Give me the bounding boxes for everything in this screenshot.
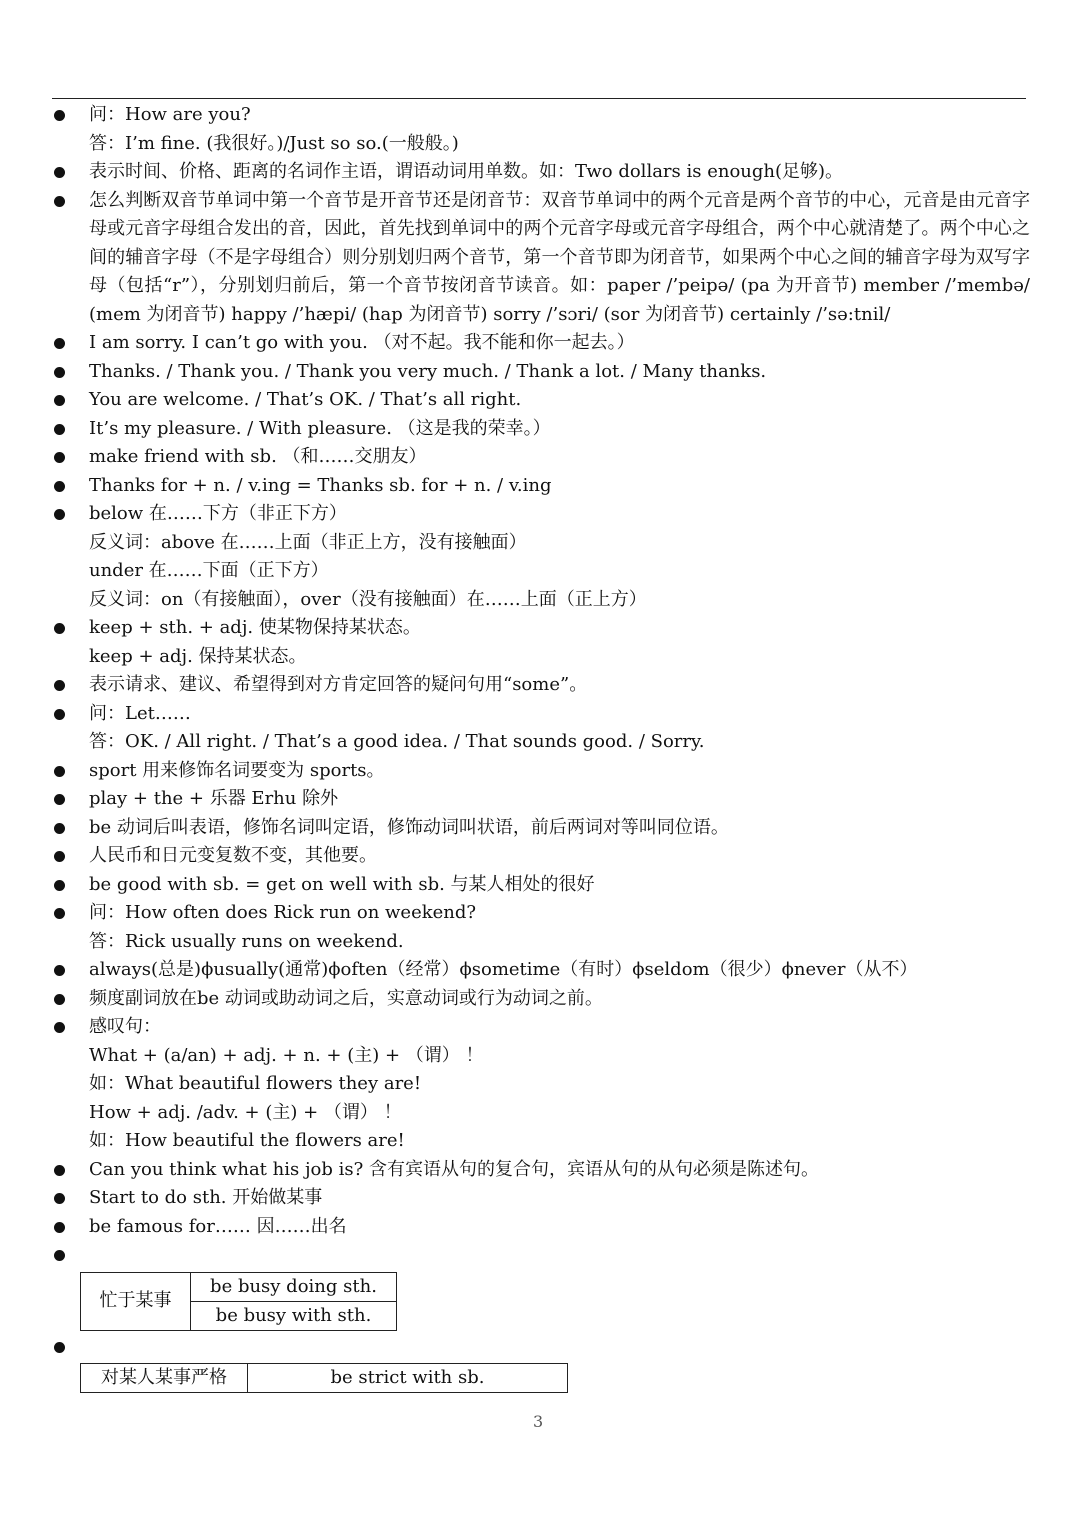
list-item (52, 415, 1030, 444)
list-item (52, 814, 1030, 843)
list-item-table1 (52, 1241, 1030, 1331)
strict-table-value: be strict with sb. (248, 1364, 568, 1393)
list-item (52, 329, 1030, 358)
list-item (52, 757, 1030, 786)
list-item-table2 (52, 1333, 1030, 1394)
list-item-text: 表示请求、建议、希望得到对方肯定回答的疑问句用“some”。 (89, 674, 588, 695)
list-item-subline: 反义词：on（有接触面），over（没有接触面）在……上面（正上方） (89, 588, 647, 610)
list-item (52, 101, 1030, 158)
list-item (52, 500, 1030, 614)
list-item (52, 899, 1030, 956)
list-item-text: be good with sb. = get on well with sb. 与某人相处的很好 (89, 873, 595, 895)
list-item (52, 785, 1030, 814)
list-item (52, 1184, 1030, 1213)
list-item (52, 386, 1030, 415)
list-item (52, 472, 1030, 501)
list-item-subline: under 在……下面（正下方） (89, 560, 329, 581)
busy-table (80, 1272, 397, 1331)
list-item-text: Start to do sth. 开始做某事 (89, 1187, 323, 1208)
list-item-text: 怎么判断双音节单词中第一个音节是开音节还是闭音节：双音节单词中的两个元音是两个音节的中心，元音是由元音字母或元音字母组合发出的音，因此，首先找到单词中的两个元音字母或元音字母组合，两个中心就清楚了。两个中心之间的辅音字母（不是字母组合）则分别划归两个音节，第一个音节即为闭音节，如果两个中心之间的辅音字母为双写字母（包括“r”），分别划归前后，第一个音节按闭音节读音。如：paper /’peipə/ (pa 为开音节) member /’membə/ (mem 为闭音节) happy /’hæpi/ (hap 为闭音节) sorry /’sɔri/ (sor 为闭音节) certainly /’sə:tnil/ (89, 189, 1030, 325)
list-item-subline: 答：Rick usually runs on weekend. (89, 930, 404, 952)
list-item-text: play + the + 乐器 Erhu 除外 (89, 788, 339, 809)
list-item-subline: What + (a/an) + adj. + n. + (主) + （谓） ！ (89, 1044, 484, 1066)
list-item-text: make friend with sb. （和……交朋友） (89, 446, 427, 467)
list-item-text: 问：How are you? (89, 104, 251, 125)
list-item-text: Can you think what his job is? 含有宾语从句的复合句，宾语从句的从句必须是陈述句。 (89, 1158, 819, 1180)
list-item-text: It’s my pleasure. / With pleasure. （这是我的荣幸。） (89, 417, 551, 439)
list-item-subline: 答：OK. / All right. / That’s a good idea. / That sounds good. / Sorry. (89, 731, 705, 752)
list-item-text: sport 用来修饰名词要变为 sports。 (89, 759, 385, 781)
list-item-subline: keep + adj. 保持某状态。 (89, 645, 307, 667)
list-item-text: 频度副词放在be 动词或助动词之后，实意动词或行为动词之前。 (89, 987, 603, 1009)
list-item (52, 985, 1030, 1014)
page-number: 3 (533, 1412, 544, 1431)
list-item-subline: 反义词：above 在……上面（非正上方，没有接触面） (89, 531, 527, 553)
list-item-text: always(总是)ϕusually(通常)ϕoften（经常）ϕsometime（有时）ϕseldom（很少）ϕnever（从不） (89, 959, 918, 980)
strict-table (80, 1363, 568, 1393)
list-item-subline: 如：How beautiful the flowers are! (89, 1130, 405, 1151)
list-item-text: Thanks. / Thank you. / Thank you very much. / Thank a lot. / Many thanks. (89, 360, 767, 382)
strict-table-head: 对某人某事严格 (81, 1364, 248, 1393)
list-item-text: 人民币和日元变复数不变，其他要。 (89, 845, 377, 866)
list-item-text: be famous for…… 因……出名 (89, 1215, 347, 1237)
busy-table-head: 忙于某事 (81, 1272, 191, 1330)
list-item (52, 187, 1030, 330)
list-item-text: Thanks for + n. / v.ing = Thanks sb. for + n. / v.ing (89, 474, 552, 496)
list-item (52, 956, 1030, 985)
busy-table-row-2: be busy with sth. (191, 1301, 397, 1330)
notes-list (52, 101, 1030, 1395)
busy-table-row-1: be busy doing sth. (191, 1272, 397, 1301)
list-item (52, 871, 1030, 900)
list-item (52, 1013, 1030, 1156)
list-item-text: 问：How often does Rick run on weekend? (89, 902, 477, 923)
list-item (52, 1213, 1030, 1242)
list-item (52, 443, 1030, 472)
list-item (52, 842, 1030, 871)
list-item (52, 671, 1030, 700)
list-item (52, 1156, 1030, 1185)
list-item-subline: How + adj. /adv. + (主) + （谓） ！ (89, 1101, 402, 1123)
list-item-text: 问：Let…… (89, 702, 191, 724)
list-item-text: below 在……下方（非正下方） (89, 503, 347, 524)
top-rule (52, 98, 1026, 99)
list-item-text: I am sorry. I can’t go with you. （对不起。我不能和你一起去。） (89, 332, 635, 353)
list-item-text: 表示时间、价格、距离的名词作主语，谓语动词用单数。如：Two dollars is enough(足够)。 (89, 161, 844, 182)
list-item-subline: 如：What beautiful flowers they are! (89, 1073, 422, 1094)
list-item-text: keep + sth. + adj. 使某物保持某状态。 (89, 617, 421, 638)
list-item-text: be 动词后叫表语，修饰名词叫定语，修饰动词叫状语，前后两词对等叫同位语。 (89, 816, 729, 838)
list-item (52, 700, 1030, 757)
list-item (52, 158, 1030, 187)
list-item-subline: 答：I’m fine. (我很好。)/Just so so.(一般般。) (89, 132, 459, 154)
list-item-text: You are welcome. / That’s OK. / That’s all right. (89, 389, 522, 410)
list-item (52, 358, 1030, 387)
list-item-text: 感叹句： (89, 1016, 161, 1037)
list-item (52, 614, 1030, 671)
